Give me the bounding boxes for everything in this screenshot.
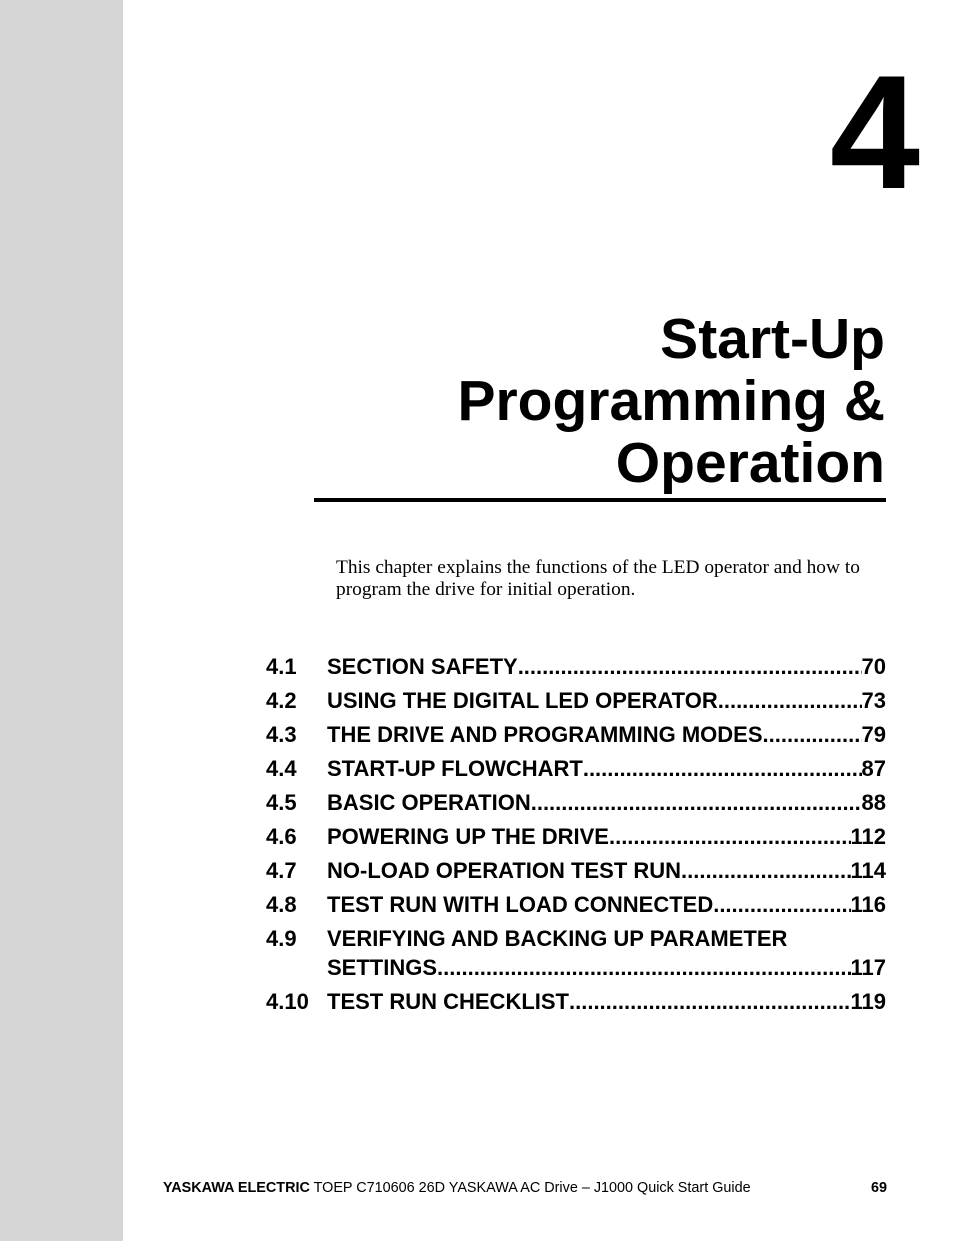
toc-number: 4.1 bbox=[266, 654, 297, 679]
toc-page: 119 bbox=[850, 989, 886, 1014]
toc-page: 87 bbox=[861, 756, 886, 781]
toc-leader bbox=[718, 686, 862, 715]
toc-number: 4.9 bbox=[266, 926, 297, 951]
toc-title: SECTION SAFETY bbox=[327, 654, 518, 679]
footer-brand: YASKAWA ELECTRIC bbox=[163, 1180, 310, 1196]
toc-title: START-UP FLOWCHART bbox=[327, 756, 583, 781]
title-rule bbox=[314, 498, 886, 502]
toc-page: 117 bbox=[850, 955, 886, 980]
toc-entry[interactable] bbox=[266, 720, 886, 754]
toc-title: SETTINGS bbox=[327, 955, 438, 980]
toc-entry[interactable] bbox=[266, 686, 886, 720]
toc-title: TEST RUN CHECKLIST bbox=[327, 989, 569, 1014]
toc-number: 4.4 bbox=[266, 756, 297, 781]
toc-leader bbox=[531, 788, 862, 817]
toc-title: NO-LOAD OPERATION TEST RUN bbox=[327, 858, 682, 883]
toc-entry[interactable] bbox=[266, 890, 886, 924]
toc-entry[interactable] bbox=[266, 754, 886, 788]
toc-page: 116 bbox=[850, 892, 886, 917]
toc-entry[interactable] bbox=[266, 987, 886, 1021]
chapter-title bbox=[457, 308, 885, 494]
page-number: 69 bbox=[870, 1180, 887, 1196]
toc-number: 4.6 bbox=[266, 824, 297, 849]
toc-entry[interactable] bbox=[266, 788, 886, 822]
toc-page: 88 bbox=[861, 790, 886, 815]
toc-entry[interactable] bbox=[266, 652, 886, 686]
toc-leader bbox=[518, 652, 862, 681]
toc-leader bbox=[569, 987, 851, 1016]
toc-leader bbox=[713, 890, 850, 919]
toc-page: 114 bbox=[850, 858, 886, 883]
toc-title-line1: VERIFYING AND BACKING UP PARAMETER bbox=[327, 926, 788, 951]
toc-entry[interactable] bbox=[266, 856, 886, 890]
toc-title: POWERING UP THE DRIVE bbox=[327, 824, 609, 849]
toc-page: 79 bbox=[861, 722, 886, 747]
toc-entry[interactable] bbox=[266, 924, 886, 987]
toc-leader bbox=[609, 822, 851, 851]
toc-title: THE DRIVE AND PROGRAMMING MODES bbox=[327, 722, 763, 747]
chapter-title-line: Programming & bbox=[457, 369, 885, 433]
chapter-intro: This chapter explains the functions of the LED operator and how to program the drive for initial operation. bbox=[336, 557, 860, 600]
toc-page: 73 bbox=[861, 688, 886, 713]
page-footer bbox=[163, 1179, 887, 1197]
toc-leader bbox=[763, 720, 862, 749]
toc-number: 4.2 bbox=[266, 688, 297, 713]
footer-doc-title: TOEP C710606 26D YASKAWA AC Drive – J1000 Quick Start Guide bbox=[309, 1180, 751, 1196]
toc-leader bbox=[681, 856, 850, 885]
toc-number: 4.8 bbox=[266, 892, 297, 917]
table-of-contents bbox=[266, 652, 886, 1021]
chapter-number: 4 bbox=[829, 42, 918, 223]
toc-title: TEST RUN WITH LOAD CONNECTED bbox=[327, 892, 714, 917]
toc-leader bbox=[437, 953, 850, 982]
toc-number: 4.10 bbox=[266, 989, 309, 1014]
toc-page: 112 bbox=[850, 824, 886, 849]
toc-leader bbox=[583, 754, 862, 783]
toc-number: 4.5 bbox=[266, 790, 297, 815]
toc-entry[interactable] bbox=[266, 822, 886, 856]
toc-title: USING THE DIGITAL LED OPERATOR bbox=[327, 688, 718, 713]
chapter-title-line: Operation bbox=[615, 431, 885, 495]
toc-number: 4.3 bbox=[266, 722, 297, 747]
toc-title: BASIC OPERATION bbox=[327, 790, 531, 815]
side-band bbox=[0, 0, 123, 1241]
toc-page: 70 bbox=[861, 654, 886, 679]
toc-number: 4.7 bbox=[266, 858, 297, 883]
chapter-title-line: Start-Up bbox=[660, 307, 885, 371]
